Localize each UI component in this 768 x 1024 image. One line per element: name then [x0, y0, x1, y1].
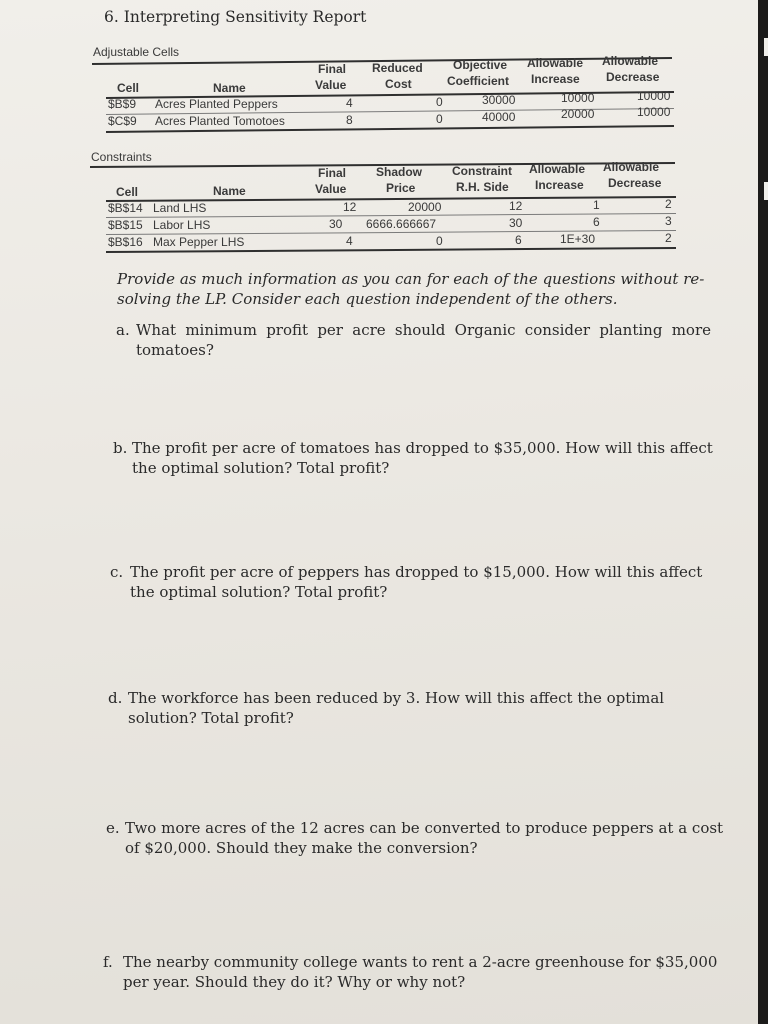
table-row-name: Land LHS [153, 201, 207, 215]
table-row-objective: 30000 [482, 93, 516, 107]
table-row-increase: 10000 [561, 91, 595, 105]
table-row-name: Acres Planted Tomotoes [155, 114, 285, 128]
table-row-cell: $C$9 [108, 114, 137, 128]
instructions-text: Provide as much information as you can for each of the questions without re-solving the LP. Consider each question independent of the others. [117, 270, 705, 308]
header-cost: Cost [385, 77, 412, 91]
table-row-reduced: 0 [436, 95, 443, 109]
header-name: Name [213, 81, 246, 95]
header-increase: Increase [531, 72, 580, 86]
table-row-shadow: 0 [436, 234, 443, 248]
question-label: d. [108, 689, 123, 707]
table-row-decrease: 2 [665, 197, 672, 211]
table-row-decrease: 2 [665, 231, 672, 245]
question-text: Two more acres of the 12 acres can be converted to produce peppers at a cost of $20,000. Should they make the conversion? [125, 819, 724, 857]
table-row-decrease: 10000 [637, 105, 671, 119]
table-row-name: Max Pepper LHS [153, 235, 245, 249]
table-row-increase: 20000 [561, 107, 595, 121]
table-row-reduced: 0 [436, 112, 443, 126]
header-allowable-inc: Allowable [529, 162, 586, 176]
header-allowable-dec: Allowable [603, 160, 660, 174]
table-row-final: 30 [329, 217, 343, 231]
table-row-rhs: 12 [509, 199, 523, 213]
table-row-rhs: 30 [509, 216, 523, 230]
header-increase: Increase [535, 178, 584, 192]
header-shadow: Shadow [376, 165, 423, 179]
page-title: 6. Interpreting Sensitivity Report [104, 8, 367, 26]
header-price: Price [386, 181, 416, 195]
header-final: Final [318, 62, 347, 76]
header-decrease: Decrease [608, 176, 662, 190]
table-row-decrease: 10000 [637, 89, 671, 103]
header-reduced: Reduced [372, 61, 423, 75]
binder-tab [764, 38, 768, 56]
question-label: f. [103, 953, 113, 971]
header-allowable-dec: Allowable [602, 54, 659, 68]
table-row-cell: $B$16 [108, 235, 143, 249]
header-name: Name [213, 184, 246, 198]
header-cell: Cell [117, 81, 140, 95]
table-row-shadow: 6666.666667 [366, 217, 437, 231]
binder-tab [764, 182, 768, 200]
header-coefficient: Coefficient [447, 74, 510, 88]
question-text: What minimum profit per acre should Organic consider planting more tomatoes? [136, 321, 711, 359]
table-row-cell: $B$9 [108, 97, 137, 111]
table-row-increase: 6 [593, 215, 600, 229]
question-label: b. [113, 439, 128, 457]
table-row-final: 8 [346, 113, 353, 127]
question-text: The profit per acre of tomatoes has dropped to $35,000. How will this affect the optimal solution? Total profit? [132, 439, 713, 477]
header-value: Value [315, 182, 347, 196]
constraints-heading: Constraints [91, 150, 152, 164]
table-row-increase: 1E+30 [560, 232, 596, 246]
question-text: The nearby community college wants to rent a 2-acre greenhouse for $35,000 per year. Should they do it? Why or why not? [123, 953, 718, 991]
question-text: The workforce has been reduced by 3. How will this affect the optimal solution? Total profit? [128, 689, 665, 727]
table-row-shadow: 20000 [408, 200, 442, 214]
photo-background-edge [758, 0, 768, 1024]
question-text: The profit per acre of peppers has dropped to $15,000. How will this affect the optimal solution? Total profit? [130, 563, 703, 601]
header-objective: Objective [453, 58, 508, 72]
table-row-name: Labor LHS [153, 218, 211, 232]
table-row-cell: $B$15 [108, 218, 143, 232]
adjustable-cells-heading: Adjustable Cells [93, 45, 180, 59]
header-decrease: Decrease [606, 70, 660, 84]
header-rhs: R.H. Side [456, 180, 509, 194]
question-label: e. [106, 819, 120, 837]
table-row-final: 4 [346, 234, 353, 248]
header-allowable-inc: Allowable [527, 56, 584, 70]
table-row-final: 4 [346, 96, 353, 110]
table-row-cell: $B$14 [108, 201, 143, 215]
table-row-rhs: 6 [515, 233, 522, 247]
header-value: Value [315, 78, 347, 92]
header-cell: Cell [116, 185, 139, 199]
table-row-name: Acres Planted Peppers [155, 97, 278, 111]
header-final: Final [318, 166, 347, 180]
table-row-final: 12 [343, 200, 357, 214]
table-row-decrease: 3 [665, 214, 672, 228]
header-constraint: Constraint [452, 164, 512, 178]
table-row-increase: 1 [593, 198, 600, 212]
question-label: c. [110, 563, 124, 581]
question-label: a. [116, 321, 130, 339]
table-row-objective: 40000 [482, 110, 516, 124]
